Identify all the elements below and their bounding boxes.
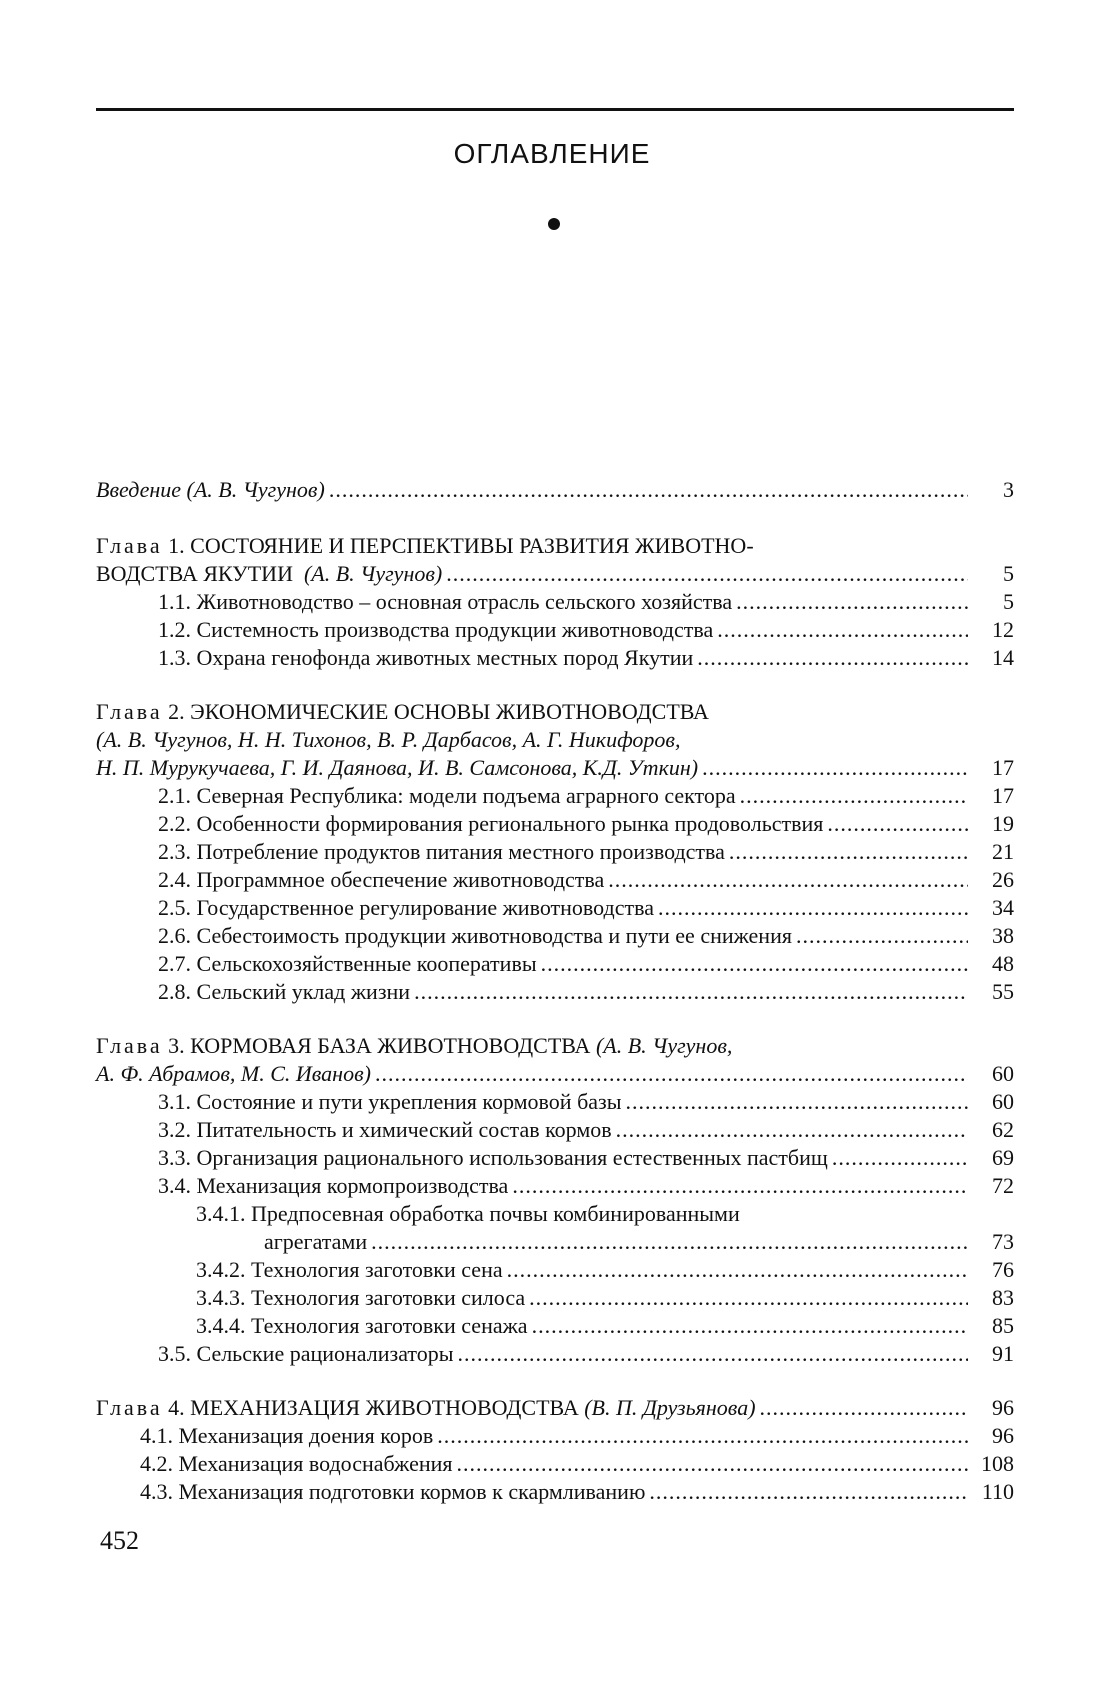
leader-dots (736, 588, 968, 616)
entry-page: 69 (992, 1145, 1014, 1170)
toc-entry[interactable] (158, 978, 1014, 1006)
leader-dots (702, 754, 968, 782)
entry-text: Введение (А. В. Чугунов) (96, 477, 325, 502)
leader-dots (375, 1060, 968, 1088)
ornament-dot (548, 218, 560, 230)
entry-page: 60 (992, 1089, 1014, 1114)
entry-page: 14 (992, 645, 1014, 670)
toc-entry[interactable] (158, 1340, 1014, 1368)
toc-chapter-4-heading[interactable] (96, 1394, 1014, 1422)
entry-text: 2.6. Себестоимость продукции животноводства и пути ее снижения (158, 923, 792, 948)
chapter-title: 2. ЭКОНОМИЧЕСКИЕ ОСНОВЫ ЖИВОТНОВОДСТВА (168, 699, 709, 724)
leader-dots (658, 894, 968, 922)
chapter-authors: (А. В. Чугунов, Н. Н. Тихонов, В. Р. Дарбасов, А. Г. Никифоров, (96, 727, 681, 752)
chapter-label: Глава (96, 699, 163, 724)
entry-page: 83 (992, 1285, 1014, 1310)
chapter-authors: (В. П. Друзьянова) (584, 1395, 756, 1420)
page-title: ОГЛАВЛЕНИЕ (453, 138, 651, 169)
chapter-label: Глава (96, 1395, 163, 1420)
leader-dots (529, 1284, 968, 1312)
toc-entry[interactable] (158, 950, 1014, 978)
chapter-authors: (А. В. Чугунов, (595, 1033, 733, 1058)
entry-text: 4.1. Механизация доения коров (140, 1423, 434, 1448)
entry-page: 21 (992, 839, 1014, 864)
entry-page: 62 (992, 1117, 1014, 1142)
leader-dots (626, 1088, 969, 1116)
page-number: 452 (100, 1526, 139, 1555)
toc-entry[interactable] (158, 1088, 1014, 1116)
chapter-title: 4. МЕХАНИЗАЦИЯ ЖИВОТНОВОДСТВА (168, 1395, 579, 1420)
leader-dots (832, 1144, 968, 1172)
entry-text: 2.8. Сельский уклад жизни (158, 979, 411, 1004)
toc-chapter-1-heading[interactable] (96, 532, 1014, 560)
leader-dots (740, 782, 968, 810)
entry-text: 3.1. Состояние и пути укрепления кормовой базы (158, 1089, 622, 1114)
chapter-authors: Н. П. Мурукучаева, Г. И. Даянова, И. В. Самсонова, К.Д. Уткин) (96, 755, 699, 780)
toc-entry[interactable] (158, 644, 1014, 672)
entry-page: 17 (992, 783, 1014, 808)
toc-entry[interactable] (158, 810, 1014, 838)
toc-entry[interactable] (158, 838, 1014, 866)
chapter-authors: А. Ф. Абрамов, М. С. Иванов) (96, 1061, 371, 1086)
toc-subentry[interactable] (196, 1284, 1014, 1312)
entry-page: 85 (992, 1313, 1014, 1338)
toc-subentry[interactable] (196, 1312, 1014, 1340)
chapter-title-cont: ВОДСТВА ЯКУТИИ (96, 561, 293, 586)
chapter-label: Глава (96, 533, 163, 558)
leader-dots (532, 1312, 968, 1340)
toc-chapter-2-heading[interactable] (96, 698, 1014, 726)
toc-entry[interactable] (158, 922, 1014, 950)
entry-page: 91 (992, 1341, 1014, 1366)
entry-page: 55 (992, 979, 1014, 1004)
toc-entry[interactable] (158, 866, 1014, 894)
toc-subentry[interactable] (196, 1256, 1014, 1284)
chapter-title: 3. КОРМОВАЯ БАЗА ЖИВОТНОВОДСТВА (168, 1033, 591, 1058)
entry-text: 4.2. Механизация водоснабжения (140, 1451, 453, 1476)
leader-dots (608, 866, 968, 894)
entry-page: 73 (992, 1229, 1014, 1254)
leader-dots (717, 616, 968, 644)
toc-subentry[interactable] (264, 1228, 1014, 1256)
leader-dots (697, 644, 968, 672)
chapter-title: 1. СОСТОЯНИЕ И ПЕРСПЕКТИВЫ РАЗВИТИЯ ЖИВОТНО- (168, 533, 754, 558)
toc-entry[interactable] (158, 1144, 1014, 1172)
entry-text: агрегатами (264, 1229, 368, 1254)
toc-entry-intro[interactable] (96, 476, 1014, 504)
toc-entry[interactable] (140, 1422, 1014, 1450)
entry-page: 5 (1003, 561, 1014, 586)
entry-text: 2.3. Потребление продуктов питания местного производства (158, 839, 725, 864)
entry-page: 108 (981, 1451, 1014, 1476)
toc-subentry-title[interactable]: 3.4.1. Предпосевная обработка почвы комбинированными (196, 1201, 740, 1226)
entry-page: 12 (992, 617, 1014, 642)
toc-entry[interactable] (158, 1172, 1014, 1200)
toc-entry[interactable] (140, 1450, 1014, 1478)
leader-dots (616, 1116, 968, 1144)
toc-entry[interactable] (158, 782, 1014, 810)
entry-page: 34 (992, 895, 1014, 920)
entry-text: 3.4.3. Технология заготовки силоса (196, 1285, 526, 1310)
leader-dots (649, 1478, 968, 1506)
leader-dots (437, 1422, 968, 1450)
leader-dots (414, 978, 968, 1006)
entry-text: 3.4.2. Технология заготовки сена (196, 1257, 503, 1282)
toc-chapter-3-authors[interactable] (96, 1060, 1014, 1088)
toc-entry[interactable] (158, 1116, 1014, 1144)
entry-page: 38 (992, 923, 1014, 948)
entry-text: 2.5. Государственное регулирование животноводства (158, 895, 654, 920)
leader-dots (371, 1228, 968, 1256)
toc-entry[interactable] (158, 894, 1014, 922)
chapter-label: Глава (96, 1033, 163, 1058)
leader-dots (541, 950, 968, 978)
toc-chapter-1-heading-cont[interactable] (96, 560, 1014, 588)
toc-entry[interactable] (140, 1478, 1014, 1506)
entry-text: 3.5. Сельские рационализаторы (158, 1341, 454, 1366)
leader-dots (827, 810, 968, 838)
entry-text: 1.2. Системность производства продукции животноводства (158, 617, 714, 642)
entry-text: 2.2. Особенности формирования регионального рынка продовольствия (158, 811, 824, 836)
entry-page: 96 (992, 1423, 1014, 1448)
entry-page: 17 (992, 755, 1014, 780)
top-rule (96, 108, 1014, 111)
leader-dots (512, 1172, 968, 1200)
entry-text: 3.3. Организация рационального использования естественных пастбищ (158, 1145, 828, 1170)
leader-dots (796, 922, 968, 950)
entry-text: 1.3. Охрана генофонда животных местных пород Якутии (158, 645, 694, 670)
leader-dots (446, 560, 968, 588)
entry-text: 2.7. Сельскохозяйственные кооперативы (158, 951, 537, 976)
entry-page: 3 (1003, 477, 1014, 502)
leader-dots (729, 838, 968, 866)
entry-page: 48 (992, 951, 1014, 976)
entry-page: 96 (992, 1395, 1014, 1420)
toc-chapter-2-authors[interactable] (96, 754, 1014, 782)
entry-page: 5 (1003, 589, 1014, 614)
leader-dots (329, 476, 968, 504)
entry-page: 26 (992, 867, 1014, 892)
entry-text: 3.4.4. Технология заготовки сенажа (196, 1313, 528, 1338)
entry-text: 2.1. Северная Республика: модели подъема аграрного сектора (158, 783, 736, 808)
entry-page: 72 (992, 1173, 1014, 1198)
entry-page: 110 (981, 1479, 1014, 1504)
entry-text: 3.2. Питательность и химический состав кормов (158, 1117, 612, 1142)
toc-entry[interactable] (158, 616, 1014, 644)
leader-dots (760, 1394, 968, 1422)
toc-entry[interactable] (158, 588, 1014, 616)
leader-dots (507, 1256, 968, 1284)
entry-text: 2.4. Программное обеспечение животноводства (158, 867, 605, 892)
leader-dots (457, 1450, 968, 1478)
entry-text: 3.4. Механизация кормопроизводства (158, 1173, 509, 1198)
chapter-authors: (А. В. Чугунов) (303, 561, 443, 586)
entry-page: 19 (992, 811, 1014, 836)
entry-text: 1.1. Животноводство – основная отрасль сельского хозяйства (158, 589, 733, 614)
entry-text: 4.3. Механизация подготовки кормов к скармливанию (140, 1479, 646, 1504)
toc-chapter-3-heading[interactable] (96, 1032, 1014, 1060)
entry-page: 76 (992, 1257, 1014, 1282)
entry-page: 60 (992, 1061, 1014, 1086)
leader-dots (458, 1340, 969, 1368)
